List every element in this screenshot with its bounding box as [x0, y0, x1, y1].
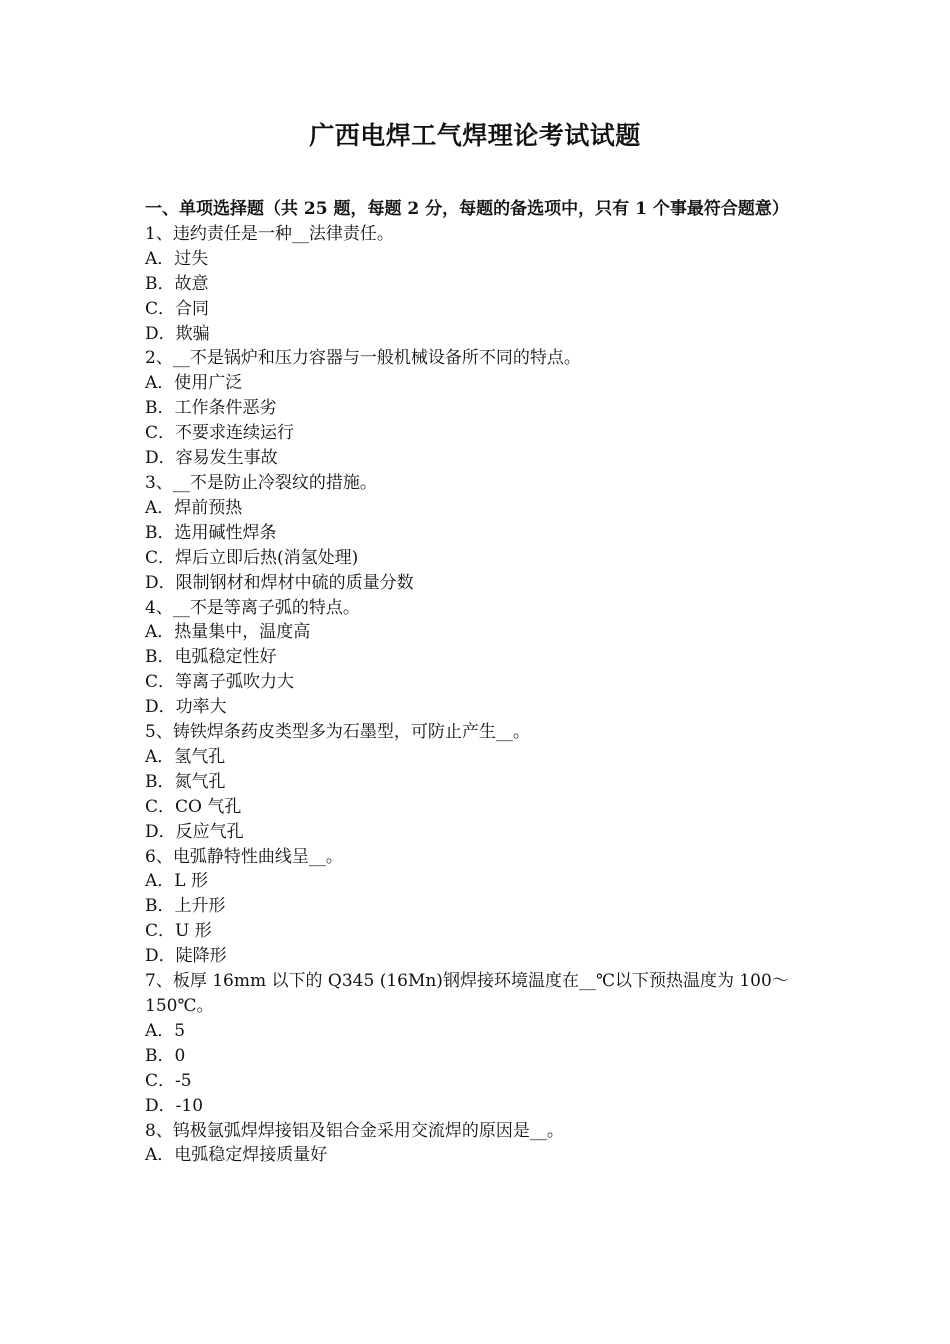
- question-3: [145, 471, 815, 596]
- option-b: B．上升形: [145, 896, 226, 917]
- option-a: A．电弧稳定焊接质量好: [145, 1145, 328, 1166]
- option-b: B．0: [145, 1045, 186, 1066]
- option-c: C．合同: [145, 298, 210, 319]
- question-7: [145, 969, 815, 1118]
- option-c: C．-5: [145, 1070, 192, 1091]
- question-5: [145, 720, 815, 845]
- question-stem: 4、__不是等离子弧的特点。: [145, 597, 360, 618]
- question-stem: 3、__不是防止冷裂纹的措施。: [145, 472, 377, 493]
- option-a: A．焊前预热: [145, 497, 243, 518]
- question-6: [145, 845, 815, 970]
- option-d: D．容易发生事故: [145, 448, 278, 469]
- option-c: C．等离子弧吹力大: [145, 672, 295, 693]
- document-title: 广西电焊工气焊理论考试试题: [309, 121, 641, 150]
- question-2: [145, 346, 815, 471]
- question-stem: 6、电弧静特性曲线呈__。: [145, 846, 343, 867]
- option-c: C．CO 气孔: [145, 796, 242, 817]
- question-stem: 7、板厚 16mm 以下的 Q345 (16Mn)钢焊接环境温度在__℃以下预热温度为 100～150℃。: [145, 971, 789, 1016]
- section-heading: 一、单项选择题（共 25 题，每题 2 分，每题的备选项中，只有 1 个事最符合题意）: [145, 199, 789, 219]
- question-stem: 1、违约责任是一种__法律责任。: [145, 223, 394, 244]
- question-stem: 5、铸铁焊条药皮类型多为石墨型，可防止产生__。: [145, 722, 530, 743]
- document-body: [145, 197, 815, 1168]
- option-a: A．L 形: [145, 871, 208, 892]
- option-d: D．限制钢材和焊材中硫的质量分数: [145, 572, 414, 593]
- option-b: B．氮气孔: [145, 771, 226, 792]
- option-d: D．陡降形: [145, 946, 227, 967]
- option-d: D．反应气孔: [145, 821, 244, 842]
- option-c: C．焊后立即后热(消氢处理): [145, 547, 359, 568]
- option-a: A．5: [145, 1020, 186, 1041]
- option-b: B．故意: [145, 273, 209, 294]
- option-a: A．使用广泛: [145, 373, 243, 394]
- option-a: A．过失: [145, 248, 209, 269]
- question-1: [145, 222, 815, 347]
- option-a: A．热量集中，温度高: [145, 622, 311, 643]
- option-c: C．不要求连续运行: [145, 423, 295, 444]
- option-d: D．-10: [145, 1095, 204, 1116]
- option-b: B．电弧稳定性好: [145, 647, 277, 668]
- option-d: D．功率大: [145, 697, 227, 718]
- question-8: [145, 1119, 815, 1169]
- option-c: C．U 形: [145, 921, 212, 942]
- question-stem: 2、__不是锅炉和压力容器与一般机械设备所不同的特点。: [145, 348, 581, 369]
- option-b: B．工作条件恶劣: [145, 398, 277, 419]
- option-a: A．氢气孔: [145, 746, 226, 767]
- option-b: B．选用碱性焊条: [145, 522, 277, 543]
- question-stem: 8、钨极氩弧焊焊接铝及铝合金采用交流焊的原因是__。: [145, 1120, 564, 1141]
- question-4: [145, 596, 815, 721]
- option-d: D．欺骗: [145, 323, 210, 344]
